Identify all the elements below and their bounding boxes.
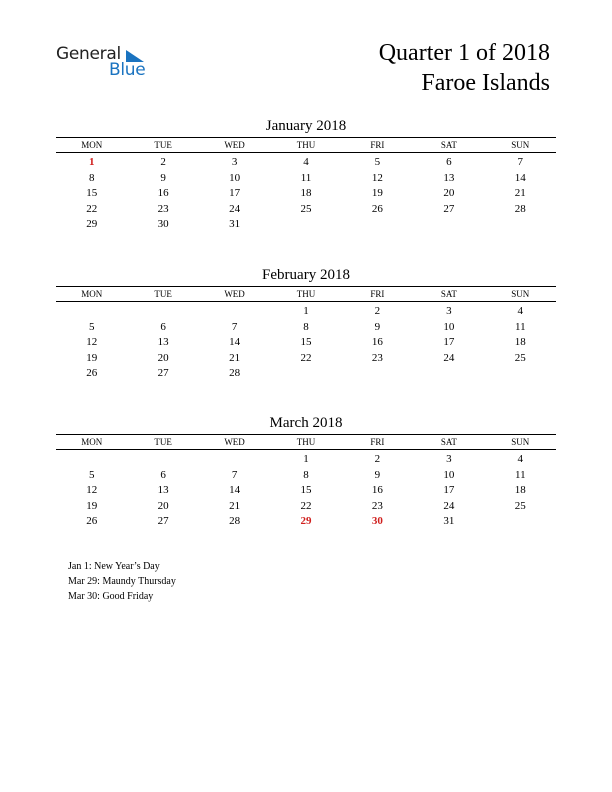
holiday-day-cell: 1 (88, 156, 95, 168)
weekday-fri: FRI (370, 289, 385, 299)
day-cell: 6 (446, 156, 452, 168)
day-cell: 6 (160, 468, 166, 481)
holiday-day-cell: 29 (300, 515, 312, 528)
empty-day-cell (127, 452, 198, 468)
month-january (56, 116, 556, 233)
day-cell: 28 (229, 515, 241, 528)
weekday-wed: WED (224, 289, 245, 299)
day-cell: 21 (514, 187, 526, 200)
day-cell: 22 (300, 499, 312, 512)
day-cell: 19 (86, 499, 98, 512)
day-cell: 18 (514, 484, 526, 497)
day-cell: 26 (86, 367, 98, 380)
day-cell: 14 (229, 484, 241, 497)
day-cell: 17 (443, 484, 455, 497)
day-cell: 26 (371, 202, 383, 215)
day-cell: 5 (374, 156, 381, 168)
weekday-thu: THU (296, 437, 316, 447)
day-cell: 10 (443, 320, 455, 333)
day-cell: 7 (231, 320, 238, 333)
weekday-tue: TUE (154, 437, 172, 447)
day-cell: 12 (86, 336, 98, 349)
day-cell: 17 (229, 187, 241, 200)
day-cell: 2 (374, 453, 381, 465)
day-cell: 31 (443, 515, 455, 528)
day-cell: 1 (303, 305, 309, 317)
logo-general-text: General (56, 44, 121, 64)
day-cell: 21 (229, 499, 241, 512)
day-cell: 2 (160, 156, 166, 168)
month-title: March 2018 (269, 415, 343, 431)
day-cell: 8 (303, 320, 309, 333)
weekday-mon: MON (81, 289, 103, 299)
day-cell: 7 (517, 156, 524, 168)
day-cell: 11 (514, 320, 526, 333)
day-cell: 7 (231, 468, 238, 481)
weekday-sun: SUN (511, 140, 530, 150)
day-cell: 28 (514, 202, 526, 215)
day-cell: 23 (371, 499, 383, 512)
day-cell: 4 (303, 156, 309, 168)
day-cell: 17 (443, 336, 455, 349)
day-cell: 15 (86, 187, 98, 200)
day-cell: 13 (157, 336, 169, 349)
day-cell: 9 (160, 171, 166, 184)
day-cell: 15 (300, 484, 312, 497)
day-cell: 1 (303, 453, 309, 465)
weekday-mon: MON (81, 437, 103, 447)
day-grid (56, 450, 556, 530)
holiday-note: Jan 1: New Year’s Day (68, 561, 160, 572)
day-cell: 13 (157, 484, 169, 497)
day-cell: 25 (300, 202, 312, 215)
day-cell: 18 (300, 187, 312, 200)
weekday-header (56, 286, 556, 302)
month-february (56, 265, 556, 382)
day-cell: 21 (229, 351, 241, 364)
day-cell: 25 (514, 499, 526, 512)
day-cell: 16 (371, 484, 383, 497)
day-grid (56, 153, 556, 233)
weekday-sun: SUN (511, 437, 530, 447)
weekday-sat: SAT (440, 140, 457, 150)
day-cell: 5 (88, 468, 95, 481)
weekday-header (56, 137, 556, 153)
day-cell: 18 (514, 336, 526, 349)
weekday-tue: TUE (154, 289, 172, 299)
day-cell: 16 (157, 187, 169, 200)
day-cell: 15 (300, 336, 312, 349)
day-cell: 5 (88, 320, 95, 333)
day-cell: 24 (229, 202, 241, 215)
day-cell: 12 (86, 484, 98, 497)
day-cell: 12 (371, 171, 383, 184)
quarter-title: Quarter 1 of 2018 (378, 40, 550, 66)
holiday-day-cell: 30 (371, 515, 383, 528)
month-title: January 2018 (265, 118, 347, 134)
empty-day-cell (127, 304, 198, 320)
day-cell: 24 (443, 351, 455, 364)
day-cell: 3 (231, 156, 238, 168)
day-cell: 25 (514, 351, 526, 364)
day-cell: 4 (517, 305, 524, 317)
day-cell: 6 (160, 320, 166, 333)
weekday-sat: SAT (440, 437, 457, 447)
page-title (379, 38, 550, 98)
weekday-sun: SUN (511, 289, 530, 299)
day-cell: 30 (157, 218, 169, 231)
weekday-thu: THU (296, 289, 316, 299)
day-cell: 20 (157, 499, 169, 512)
day-cell: 16 (371, 336, 383, 349)
country-title: Faroe Islands (421, 70, 550, 96)
weekday-mon: MON (81, 140, 103, 150)
day-cell: 8 (88, 171, 95, 184)
month-title: February 2018 (262, 267, 350, 283)
holiday-note: Mar 30: Good Friday (68, 591, 154, 602)
day-cell: 3 (446, 305, 452, 317)
day-cell: 9 (374, 320, 381, 333)
holiday-notes (68, 559, 176, 604)
weekday-thu: THU (296, 140, 316, 150)
month-march (56, 413, 556, 530)
day-cell: 20 (443, 187, 455, 200)
empty-day-cell (56, 452, 127, 468)
day-cell: 24 (443, 499, 455, 512)
day-cell: 28 (229, 367, 241, 380)
weekday-wed: WED (224, 437, 245, 447)
day-grid (56, 302, 556, 382)
day-cell: 11 (514, 468, 526, 481)
day-cell: 22 (86, 202, 98, 215)
generalblue-logo (56, 44, 166, 84)
day-cell: 9 (374, 468, 381, 481)
day-cell: 23 (157, 202, 169, 215)
day-cell: 11 (300, 171, 312, 184)
empty-day-cell (56, 304, 127, 320)
day-cell: 29 (86, 218, 98, 231)
weekday-fri: FRI (370, 437, 385, 447)
day-cell: 20 (157, 351, 169, 364)
day-cell: 2 (374, 305, 381, 317)
holiday-note: Mar 29: Maundy Thursday (68, 576, 176, 587)
day-cell: 14 (229, 336, 241, 349)
day-cell: 4 (517, 453, 524, 465)
day-cell: 8 (303, 468, 309, 481)
day-cell: 19 (371, 187, 383, 200)
day-cell: 19 (86, 351, 98, 364)
day-cell: 13 (443, 171, 455, 184)
weekday-header (56, 434, 556, 450)
day-cell: 31 (229, 218, 241, 231)
logo-blue-text: Blue (109, 60, 146, 80)
day-cell: 23 (371, 351, 383, 364)
day-cell: 10 (443, 468, 455, 481)
day-cell: 27 (443, 202, 455, 215)
weekday-wed: WED (224, 140, 245, 150)
day-cell: 14 (514, 171, 526, 184)
day-cell: 27 (157, 515, 169, 528)
day-cell: 26 (86, 515, 98, 528)
weekday-fri: FRI (370, 140, 385, 150)
weekday-sat: SAT (440, 289, 457, 299)
empty-day-cell (199, 452, 270, 468)
day-cell: 22 (300, 351, 312, 364)
empty-day-cell (199, 304, 270, 320)
day-cell: 27 (157, 367, 169, 380)
day-cell: 3 (446, 453, 452, 465)
weekday-tue: TUE (154, 140, 172, 150)
day-cell: 10 (229, 171, 241, 184)
